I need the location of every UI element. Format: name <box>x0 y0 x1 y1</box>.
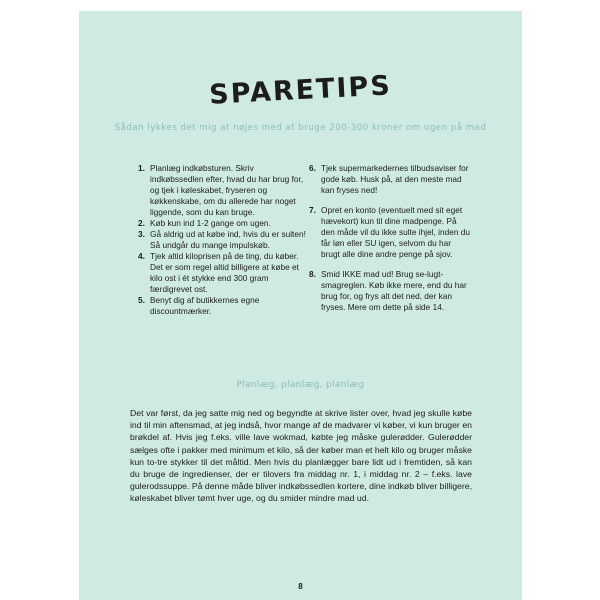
tip-text: Tjek altid kiloprisen på de ting, du køber. Det er som regel altid billigere at købe et kilo ost i ét stykke end 300 gram færdigrevet ost. <box>150 251 299 294</box>
tip-number: 7. <box>309 205 316 215</box>
tip-item <box>138 229 306 251</box>
tip-item <box>309 163 472 196</box>
tip-item <box>309 205 472 260</box>
section-heading: Planlæg, planlæg, planlæg <box>236 380 365 390</box>
tip-text: Smid IKKE mad ud! Brug se-lugt-smagreglen. Køb ikke mere, end du har brug for, og frys alt det ned, der kan fryses. Mere om dette på side 14. <box>321 269 467 312</box>
tip-number: 2. <box>138 218 145 228</box>
tip-item <box>138 218 306 229</box>
page-title: SPARETIPS <box>208 70 393 111</box>
body-paragraph: Det var først, da jeg satte mig ned og begyndte at skrive lister over, hvad jeg skulle købe ind til min aftensmad, at jeg indså, hvor mange af de madvarer vi køber, vi kun bruger en brøkdel af. Hvis jeg f.eks. ville lave wokmad, købte jeg måske gulerødder. Gulerødder sælges ofte i pakker med minimum et kilo, så der køber man et helt kilo og bruger måske kun to-tre stykker til det måltid. Men hvis du planlægger bare lidt ud i fremtiden, så kan du bruge de ingredienser, der er tilovers fra middag nr. 1, i middag nr. 2 – f.eks. lave gulerodssuppe. På denne måde bliver indkøbssedlen kortere, dine indkøb bliver billigere, køleskabet bliver tømt hver uge, og du smider mindre mad ud. <box>130 408 472 504</box>
tips-list-left <box>138 163 306 317</box>
subtitle: Sådan lykkes det mig at nøjes med at bruge 200-300 kroner om ugen på mad <box>114 123 487 133</box>
tip-text: Planlæg indkøbsturen. Skriv indkøbssedlen efter, hvad du har brug for, og tjek i køleskabet, fryseren og køkkenskabe, om du allerede har noget liggende, som du kan bruge. <box>150 163 304 217</box>
tips-list-right <box>309 163 472 313</box>
tip-item <box>138 295 306 317</box>
tip-number: 4. <box>138 251 145 261</box>
tip-text: Køb kun ind 1-2 gange om ugen. <box>150 218 271 228</box>
tip-text: Benyt dig af butikkernes egne discountmærker. <box>150 295 260 316</box>
page-number: 8 <box>298 582 303 591</box>
tip-item <box>138 163 306 218</box>
tip-number: 1. <box>138 163 145 173</box>
tip-text: Gå aldrig ud at købe ind, hvis du er sulten! Så undgår du mange impulskøb. <box>150 229 306 250</box>
tip-number: 6. <box>309 163 316 173</box>
tip-number: 8. <box>309 269 316 279</box>
tip-text: Tjek supermarkedernes tilbudsaviser for gode køb. Husk på, at den meste mad kan fryses ned! <box>321 163 469 195</box>
book-page <box>79 11 522 600</box>
tip-text: Opret en konto (eventuelt med sit eget hævekort) kun til dine madpenge. På den måde vil du ikke sulte ihjel, inden du får løn eller SU igen, selvom du har brugt alle dine andre penge på sjov. <box>321 205 470 259</box>
tip-item <box>138 251 306 295</box>
tip-number: 5. <box>138 295 145 305</box>
tip-number: 3. <box>138 229 145 239</box>
tip-item <box>309 269 472 313</box>
